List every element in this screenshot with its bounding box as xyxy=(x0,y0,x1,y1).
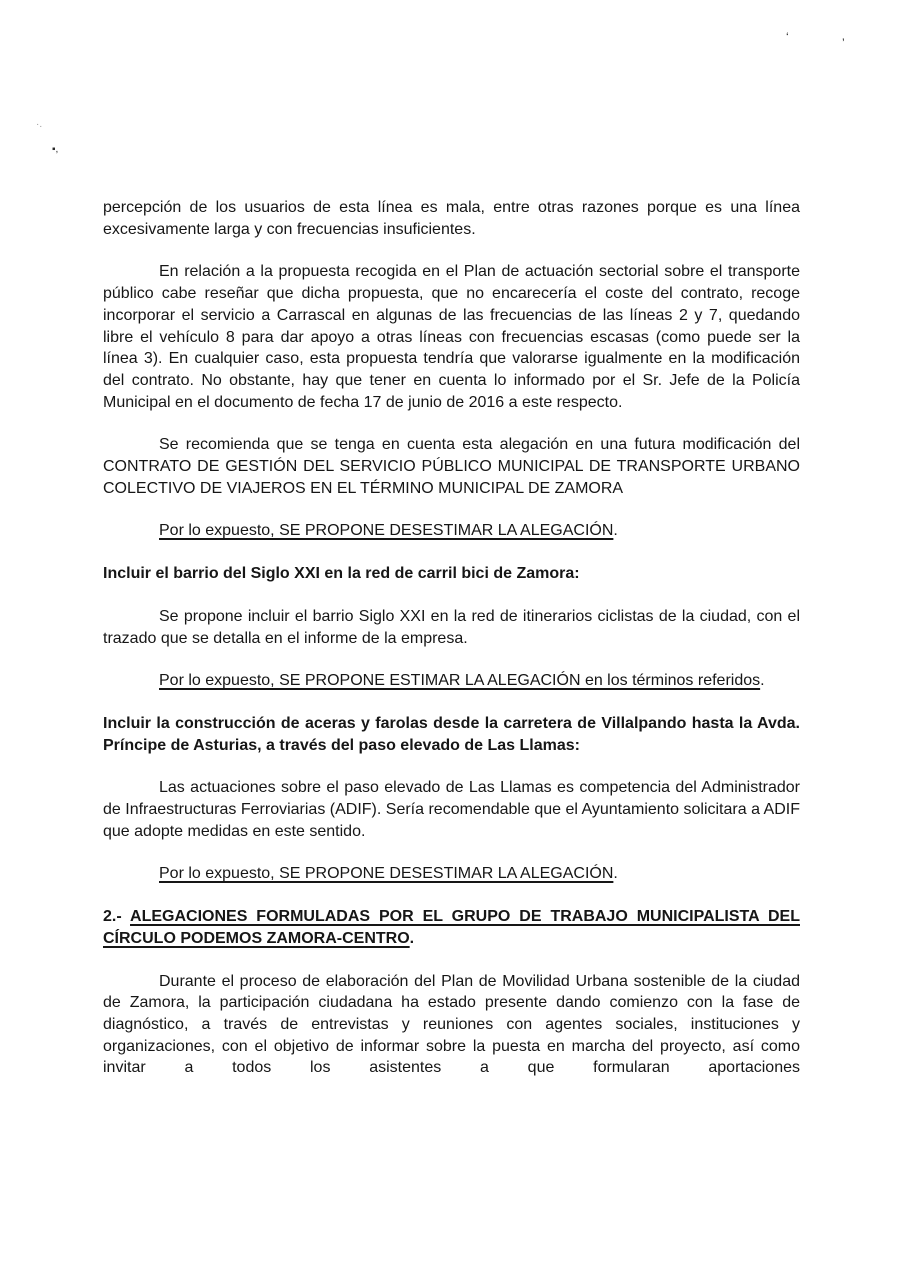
resolution-underlined-text: Por lo expuesto, SE PROPONE DESESTIMAR LA ALEGACIÓN xyxy=(159,522,614,540)
body-paragraph-adif: Las actuaciones sobre el paso elevado de Las Llamas es competencia del Administrador de Infraestructuras Ferroviarias (ADIF). Sería recomendable que el Ayuntamiento solicitara a ADIF que adopte medidas en este sentido. xyxy=(103,779,800,840)
section-heading-period: . xyxy=(409,929,415,947)
resolution-statement-desestimar-2 xyxy=(103,863,800,885)
body-paragraph-continuation: percepción de los usuarios de esta línea es mala, entre otras razones porque es una línea excesivamente larga y con frecuencias insuficientes. xyxy=(103,199,800,238)
allegation-heading-aceras-farolas: Incluir la construcción de aceras y farolas desde la carretera de Villalpando hasta la Avda. Príncipe de Asturias, a través del paso elevado de Las Llamas: xyxy=(103,714,800,754)
resolution-underlined-text: Por lo expuesto, SE PROPONE ESTIMAR LA ALEGACIÓN en los términos referidos xyxy=(159,672,761,690)
resolution-underlined-text: Por lo expuesto, SE PROPONE DESESTIMAR LA ALEGACIÓN xyxy=(159,865,614,883)
document-body xyxy=(103,197,800,1100)
resolution-period: . xyxy=(760,672,765,690)
body-paragraph-participacion: Durante el proceso de elaboración del Plan de Movilidad Urbana sostenible de la ciudad de Zamora, la participación ciudadana ha estado presente dando comienzo con la fase de diagnóstico, a través de entrevistas y reuniones con agentes sociales, instituciones y organizaciones, con el objetivo de informar sobre la puesta en marcha del proyecto, así como invitar a todos los asistentes a que formularan aportaciones xyxy=(103,972,800,1077)
body-paragraph-siglo-xxi: Se propone incluir el barrio Siglo XXI en la red de itinerarios ciclistas de la ciudad, con el trazado que se detalla en el informe de la empresa. xyxy=(103,607,800,647)
section-heading-underlined-text: ALEGACIONES FORMULADAS POR EL GRUPO DE TRABAJO MUNICIPALISTA DEL CÍRCULO PODEMOS ZAMORA-CENTRO xyxy=(103,908,800,947)
scan-speck-left-margin-1: ·. xyxy=(36,119,43,130)
resolution-period: . xyxy=(613,522,618,540)
scan-speck-left-margin-2: ▪, xyxy=(52,144,59,155)
allegation-heading-carril-bici: Incluir el barrio del Siglo XXI en la red de carril bici de Zamora: xyxy=(103,565,580,583)
scan-speck-top-right-1: ‘ xyxy=(786,30,789,44)
section-number: 2.- xyxy=(103,908,131,926)
resolution-statement-estimar xyxy=(103,670,800,692)
body-paragraph-recommendation: Se recomienda que se tenga en cuenta esta alegación en una futura modificación del CONTRATO DE GESTIÓN DEL SERVICIO PÚBLICO MUNICIPAL DE TRANSPORTE URBANO COLECTIVO DE VIAJEROS EN EL TÉRMINO MUNICIPAL DE ZAMORA xyxy=(103,436,800,497)
body-paragraph-transport-proposal: En relación a la propuesta recogida en el Plan de actuación sectorial sobre el transporte público cabe reseñar que dicha propuesta, que no encarecería el coste del contrato, recoge incorporar el servicio a Carrascal en algunas de las frecuencias de las líneas 2 y 7, quedando libre el vehículo 8 para dar apoyo a otras líneas con frecuencias escasas (como puede ser la línea 3). En cualquier caso, esta propuesta tendría que valorarse igualmente en la modificación del contrato. No obstante, hay que tener en cuenta lo informado por el Sr. Jefe de la Policía Municipal en el documento de fecha 17 de junio de 2016 a este respecto. xyxy=(103,263,800,411)
scan-speck-top-right-2: ’ xyxy=(842,36,845,50)
section-heading-alegaciones-podemos xyxy=(103,906,800,949)
resolution-period: . xyxy=(613,865,618,883)
resolution-statement-desestimar-1 xyxy=(103,520,800,542)
